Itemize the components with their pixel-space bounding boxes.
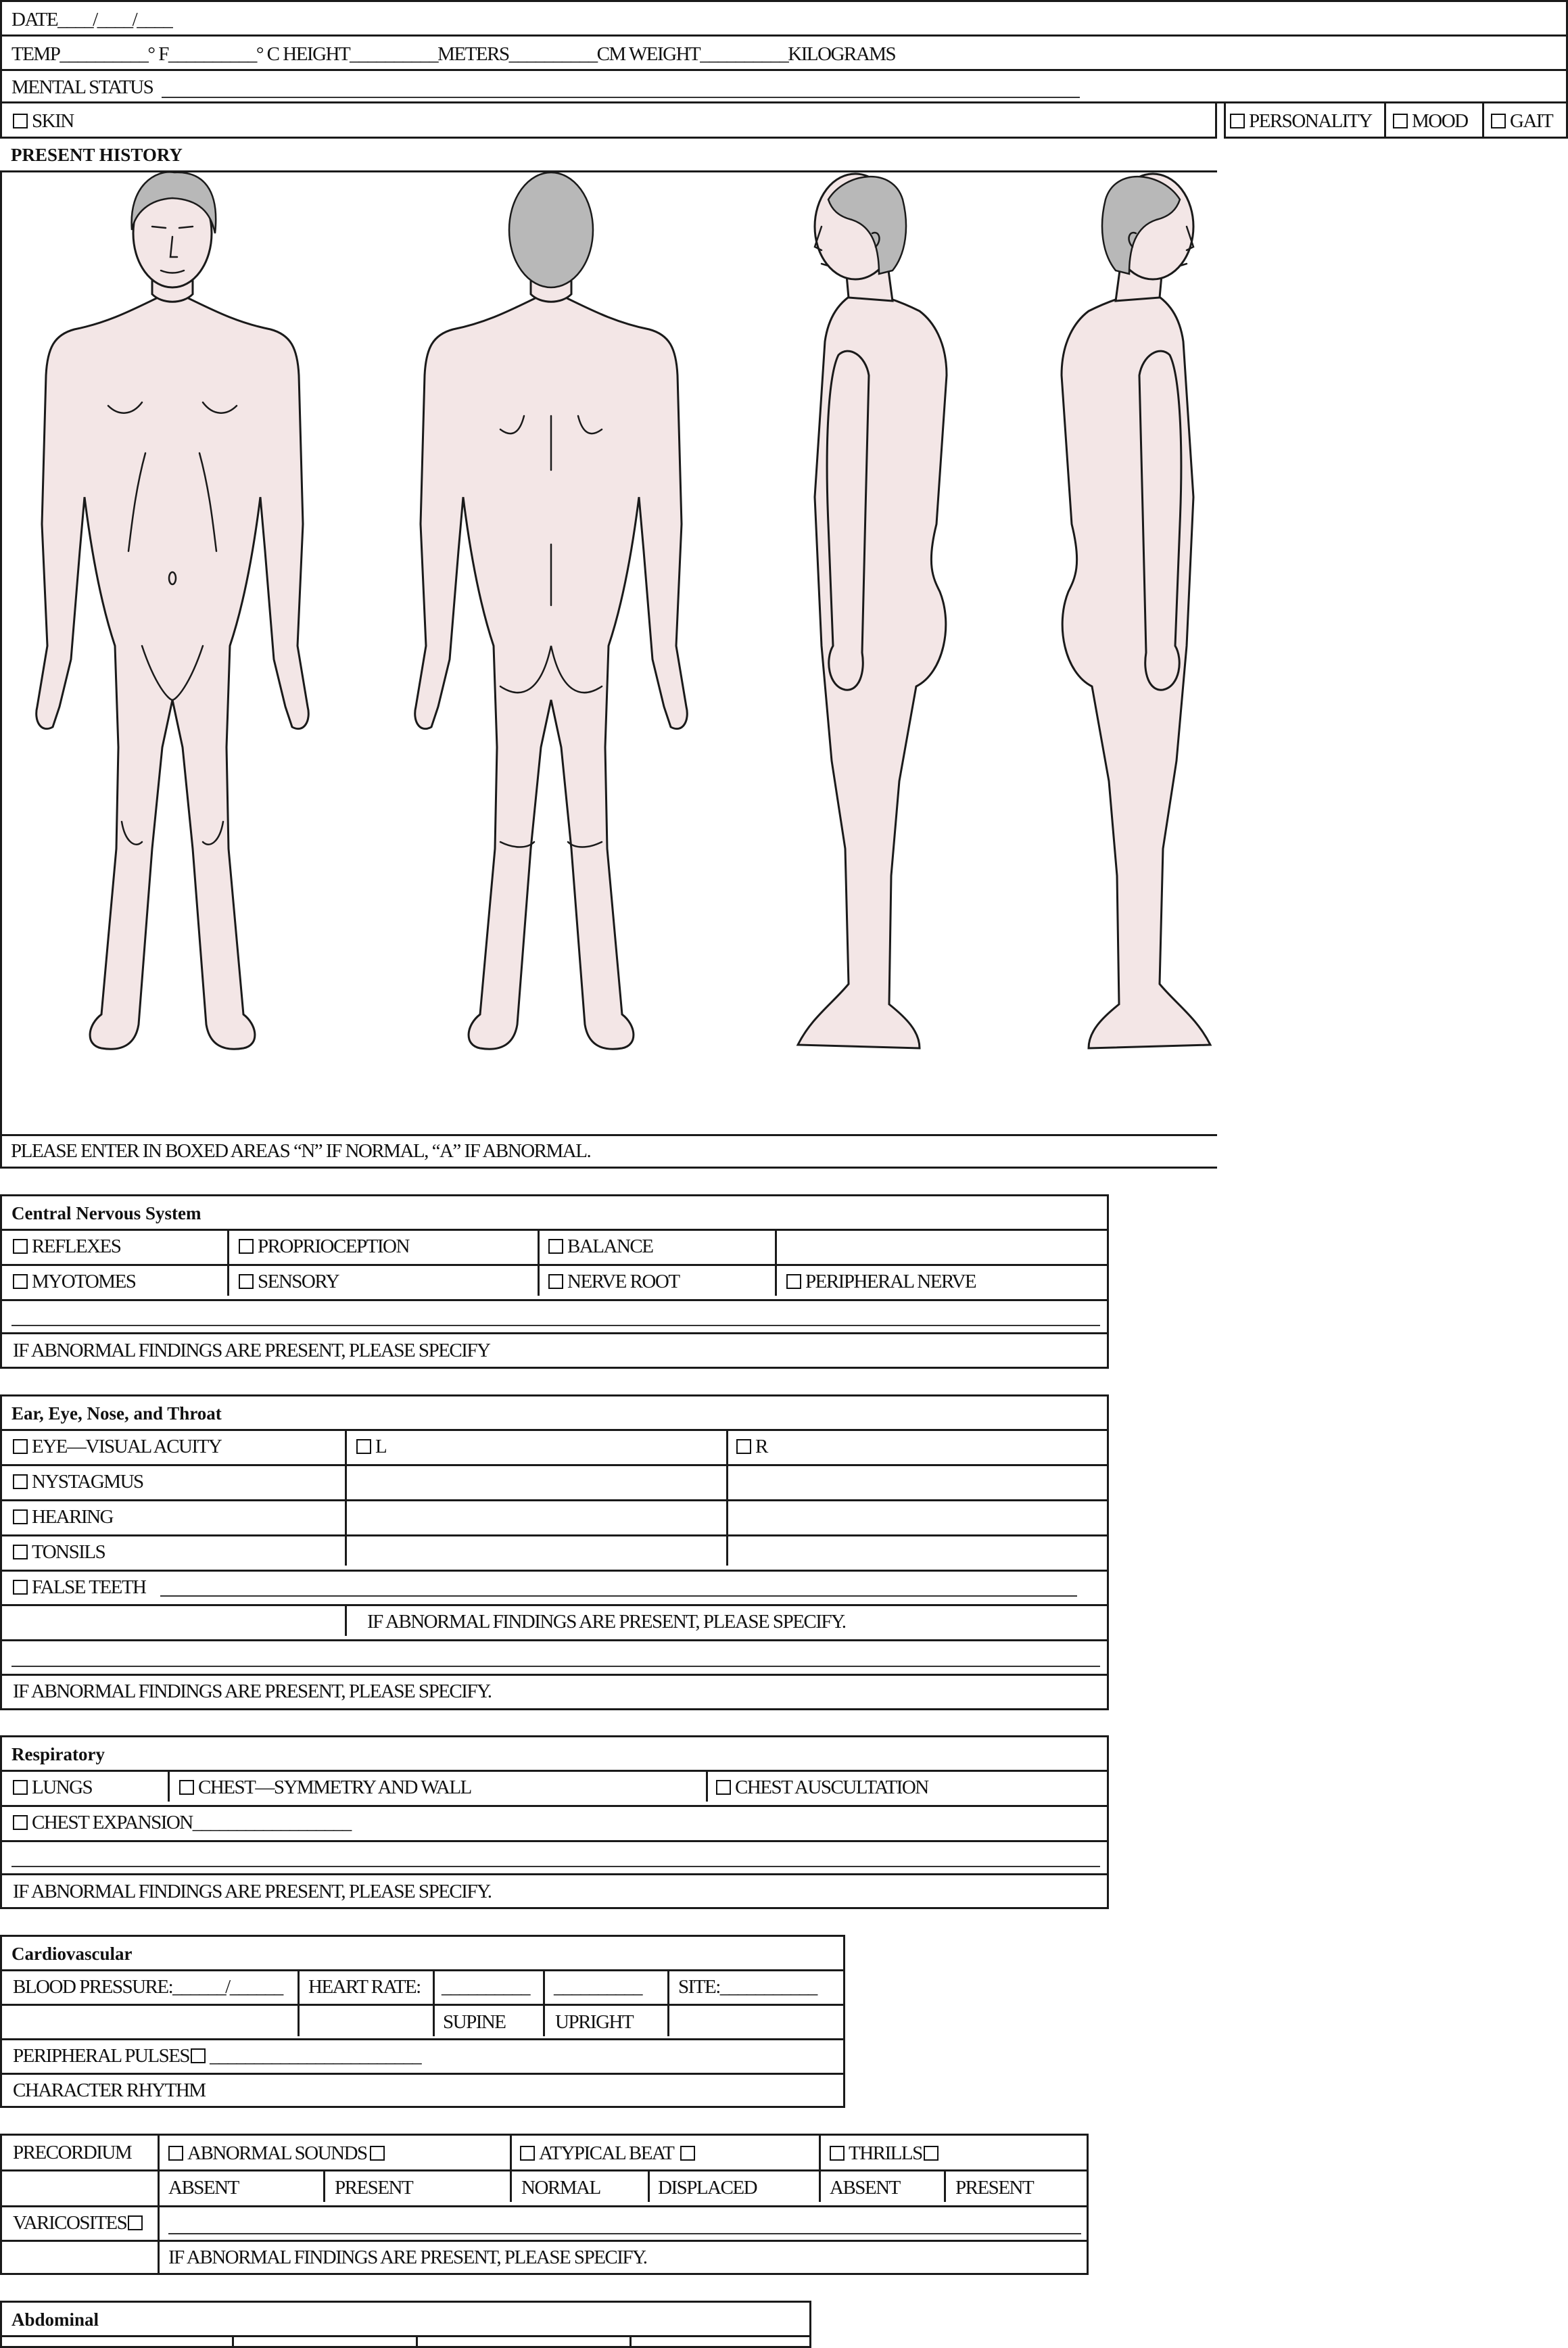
present-label-2: PRESENT [955, 2177, 1034, 2199]
heart-rate-supine-field[interactable]: __________ [442, 1976, 529, 1998]
lungs-checkbox[interactable] [13, 1780, 28, 1795]
ent-eye-left[interactable]: L [356, 1436, 386, 1458]
mood-cell [1384, 101, 1484, 139]
mental-status-line[interactable] [162, 97, 1080, 98]
mental-status-label: MENTAL STATUS [11, 76, 153, 98]
eye-right-checkbox[interactable] [736, 1439, 751, 1454]
resp-chest-symmetry[interactable]: CHEST—SYMMETRY AND WALL [179, 1777, 471, 1799]
tonsils-checkbox[interactable] [13, 1545, 28, 1559]
displaced-label: DISPLACED [658, 2177, 757, 2199]
temp-height-weight-field[interactable]: TEMP__________° F__________° C HEIGHT__________METERS__________CM WEIGHT__________KILOGRAMS [11, 43, 896, 65]
skin-row [0, 101, 1217, 139]
resp-chest-expansion[interactable]: CHEST EXPANSION__________________ [13, 1812, 351, 1834]
body-chart-note: PLEASE ENTER IN BOXED AREAS “N” IF NORMAL, “A” IF ABNORMAL. [11, 1140, 591, 1162]
ent-section [0, 1394, 1109, 1710]
mood-checkbox[interactable] [1393, 114, 1408, 128]
cns-nerve-root[interactable]: NERVE ROOT [548, 1271, 680, 1293]
cns-peripheral-nerve[interactable]: PERIPHERAL NERVE [786, 1271, 976, 1293]
ent-eye-visual-acuity[interactable]: EYE—VISUAL ACUITY [13, 1436, 221, 1458]
cns-proprioception[interactable]: PROPRIOCEPTION [239, 1236, 409, 1258]
peripheral-nerve-checkbox[interactable] [786, 1274, 801, 1289]
reflexes-checkbox[interactable] [13, 1239, 28, 1254]
present-label-1: PRESENT [335, 2177, 413, 2199]
absent-label-2: ABSENT [830, 2177, 900, 2199]
peripheral-pulses[interactable]: PERIPHERAL PULSES ________________________ [13, 2045, 421, 2067]
present-history-heading: PRESENT HISTORY [11, 145, 183, 165]
character-rhythm-field[interactable]: CHARACTER RHYTHM [13, 2080, 206, 2101]
varicosities-option[interactable]: VARICOSITES [13, 2212, 147, 2234]
heart-rate-upright-field[interactable]: __________ [554, 1976, 642, 1998]
resp-chest-auscultation[interactable]: CHEST AUSCULTATION [716, 1777, 928, 1799]
precordium-specify-label: IF ABNORMAL FINDINGS ARE PRESENT, PLEASE SPECIFY. [168, 2247, 647, 2268]
personality-option[interactable]: PERSONALITY [1230, 110, 1372, 133]
abnormal-sounds-checkbox-2[interactable] [370, 2146, 385, 2161]
resp-lungs[interactable]: LUNGS [13, 1777, 92, 1799]
cns-sensory[interactable]: SENSORY [239, 1271, 339, 1293]
skin-checkbox-label[interactable]: SKIN [13, 110, 74, 133]
date-row [0, 0, 1568, 37]
thrills-checkbox[interactable] [830, 2146, 845, 2161]
ent-specify-line[interactable] [11, 1666, 1100, 1667]
atypical-beat-checkbox-2[interactable] [680, 2146, 695, 2161]
date-field[interactable]: DATE____/____/____ [11, 9, 172, 30]
mental-status-row [0, 69, 1568, 103]
false-teeth-line[interactable] [160, 1595, 1077, 1597]
abdominal-title: Abdominal [11, 2309, 99, 2330]
respiratory-section [0, 1735, 1109, 1909]
gait-option[interactable]: GAIT [1491, 110, 1552, 133]
eye-left-checkbox[interactable] [356, 1439, 371, 1454]
chest-expansion-checkbox[interactable] [13, 1815, 28, 1830]
nerve-root-checkbox[interactable] [548, 1274, 563, 1289]
ent-specify-inline: IF ABNORMAL FINDINGS ARE PRESENT, PLEASE SPECIFY. [367, 1611, 846, 1633]
back-view-figure[interactable] [415, 172, 688, 1049]
ent-tonsils[interactable]: TONSILS [13, 1541, 105, 1564]
supine-label: SUPINE [443, 2011, 506, 2033]
body-diagram[interactable] [0, 172, 1217, 1133]
chest-symmetry-checkbox[interactable] [179, 1780, 194, 1795]
personality-checkbox[interactable] [1230, 114, 1245, 128]
vitals-row [0, 34, 1568, 71]
abnormal-sounds-checkbox[interactable] [168, 2146, 183, 2161]
resp-specify-line[interactable] [11, 1866, 1100, 1867]
right-side-view-figure[interactable] [1062, 174, 1210, 1048]
nystagmus-checkbox[interactable] [13, 1474, 28, 1489]
cns-specify-line[interactable] [11, 1325, 1100, 1326]
hearing-checkbox[interactable] [13, 1509, 28, 1524]
myotomes-checkbox[interactable] [13, 1274, 28, 1289]
eye-checkbox[interactable] [13, 1439, 28, 1454]
chest-auscultation-checkbox[interactable] [716, 1780, 731, 1795]
cns-reflexes[interactable]: REFLEXES [13, 1236, 120, 1258]
peripheral-pulses-checkbox[interactable] [191, 2048, 206, 2063]
ent-title: Ear, Eye, Nose, and Throat [11, 1403, 222, 1424]
blood-pressure-field[interactable]: BLOOD PRESSURE:______/______ [13, 1976, 283, 1998]
cns-specify-label: IF ABNORMAL FINDINGS ARE PRESENT, PLEASE SPECIFY [13, 1340, 490, 1361]
atypical-beat-checkbox[interactable] [520, 2146, 535, 2161]
cardio-title: Cardiovascular [11, 1944, 133, 1964]
cardiovascular-section [0, 1935, 845, 2108]
false-teeth-checkbox[interactable] [13, 1580, 28, 1595]
resp-specify-label: IF ABNORMAL FINDINGS ARE PRESENT, PLEASE SPECIFY. [13, 1881, 492, 1902]
gait-checkbox[interactable] [1491, 114, 1506, 128]
cns-section [0, 1194, 1109, 1369]
gait-cell [1482, 101, 1568, 139]
thrills-option[interactable]: THRILLS [830, 2142, 943, 2165]
varicosities-line[interactable] [168, 2233, 1081, 2234]
absent-label-1: ABSENT [168, 2177, 239, 2199]
ent-false-teeth[interactable]: FALSE TEETH [13, 1576, 146, 1599]
ent-eye-right[interactable]: R [736, 1436, 767, 1458]
normal-label: NORMAL [521, 2177, 600, 2199]
body-note-top-rule [0, 1134, 1217, 1136]
site-field[interactable]: SITE:___________ [678, 1976, 817, 1998]
cns-title: Central Nervous System [11, 1203, 201, 1223]
atypical-beat-option[interactable]: ATYPICAL BEAT [520, 2142, 699, 2165]
proprioception-checkbox[interactable] [239, 1239, 254, 1254]
mood-option[interactable]: MOOD [1393, 110, 1468, 133]
abnormal-sounds-option[interactable]: ABNORMAL SOUNDS [168, 2142, 389, 2165]
upright-label: UPRIGHT [555, 2011, 634, 2033]
ent-hearing[interactable]: HEARING [13, 1506, 113, 1528]
abdominal-section [0, 2301, 811, 2348]
sensory-checkbox[interactable] [239, 1274, 254, 1289]
thrills-checkbox-2[interactable] [924, 2146, 939, 2161]
precordium-label: PRECORDIUM [13, 2142, 132, 2163]
front-view-figure[interactable] [37, 172, 309, 1049]
heart-rate-label: HEART RATE: [308, 1976, 421, 1998]
skin-checkbox[interactable] [13, 114, 28, 128]
varicosities-checkbox[interactable] [128, 2215, 143, 2230]
precordium-section [0, 2134, 1089, 2275]
respiratory-title: Respiratory [11, 1744, 105, 1764]
personality-cell [1224, 101, 1386, 139]
left-side-view-figure[interactable] [798, 174, 947, 1048]
cns-balance[interactable]: BALANCE [548, 1236, 652, 1258]
balance-checkbox[interactable] [548, 1239, 563, 1254]
cns-myotomes[interactable]: MYOTOMES [13, 1271, 135, 1293]
ent-specify-label: IF ABNORMAL FINDINGS ARE PRESENT, PLEASE SPECIFY. [13, 1681, 492, 1702]
ent-nystagmus[interactable]: NYSTAGMUS [13, 1471, 143, 1493]
